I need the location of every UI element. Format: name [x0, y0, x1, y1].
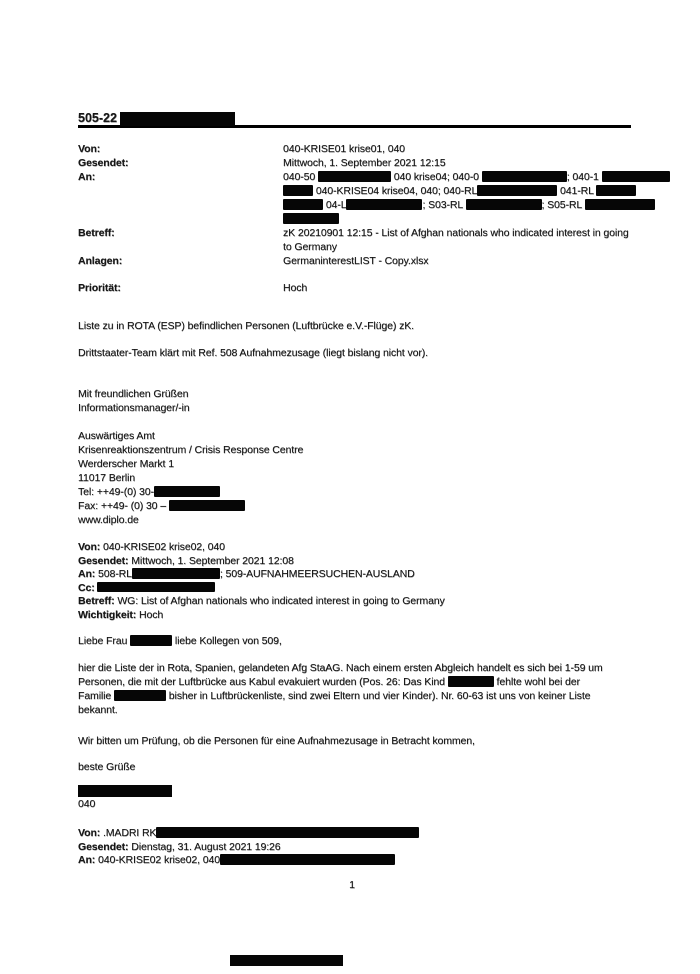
- footer-redaction-bar: [230, 955, 343, 966]
- vertical-spacer: [78, 648, 638, 661]
- header-value-line: [283, 281, 638, 295]
- text-segment: Mittwoch, 1. September 2021 12:15: [283, 157, 446, 169]
- paragraph-line: [78, 443, 638, 457]
- redaction-bar: [585, 199, 655, 210]
- vertical-spacer: [78, 868, 638, 878]
- paragraph-line: [78, 689, 638, 703]
- text-paragraph: [78, 797, 638, 811]
- header-value-line: [283, 212, 638, 226]
- redaction-bar: [283, 185, 313, 196]
- text-segment: GermaninterestLIST - Copy.xlsx: [283, 255, 429, 267]
- paragraph-line: [78, 797, 638, 811]
- paragraph-line: [78, 541, 638, 555]
- redaction-bar: [130, 635, 172, 646]
- redaction-bar: [114, 690, 166, 701]
- signature-redaction-block: [78, 785, 172, 797]
- redaction-bar: [220, 854, 395, 865]
- text-segment: 040-KRISE02 krise02, 040: [100, 541, 225, 553]
- text-segment: 040-50: [283, 171, 318, 183]
- text-segment: WG: List of Afghan nationals who indicated interest in going to Germany: [114, 595, 445, 607]
- text-segment: hier die Liste der in Rota, Spanien, gelandeten Afg StaAG. Nach einem ersten Abgleich handelt es sich bei 1-59 um: [78, 662, 603, 674]
- text-paragraph: [78, 827, 638, 868]
- text-segment: Fax: ++49- (0) 30 –: [78, 500, 169, 512]
- page-number: 1: [349, 878, 355, 891]
- document-ref-number: 505-22: [78, 111, 117, 125]
- vertical-spacer: [78, 811, 638, 827]
- header-field-label: Gesendet:: [78, 157, 129, 169]
- header-field-label: Anlagen:: [78, 255, 123, 267]
- header-spacer: [78, 268, 638, 281]
- text-paragraph: [78, 319, 638, 333]
- paragraph-line: [78, 568, 638, 582]
- vertical-spacer: [78, 717, 638, 734]
- text-paragraph: [78, 346, 638, 360]
- text-segment: 11017 Berlin: [78, 472, 135, 484]
- redaction-bar: [156, 827, 419, 838]
- paragraph-line: [78, 499, 638, 513]
- document-flow: [78, 108, 638, 892]
- paragraph-line: [78, 485, 638, 499]
- text-segment: 508-RL: [95, 568, 132, 580]
- redaction-bar: [283, 213, 339, 224]
- text-segment: Mittwoch, 1. September 2021 12:08: [128, 554, 294, 567]
- text-segment: fehlte wohl bei der: [493, 676, 580, 688]
- vertical-spacer: [78, 527, 638, 541]
- header-field-value: [283, 254, 638, 268]
- text-segment: 04-L: [323, 199, 347, 211]
- text-segment: Mit freundlichen Grüßen: [78, 388, 189, 400]
- redaction-bar: [154, 486, 220, 497]
- text-segment: ; 509-AUFNAHMEERSUCHEN-AUSLAND: [219, 568, 415, 580]
- text-segment: 041-RL: [557, 185, 597, 197]
- text-paragraph: [78, 760, 638, 774]
- text-segment: An:: [78, 568, 96, 580]
- text-segment: bekannt.: [78, 704, 118, 716]
- text-segment: Wir bitten um Prüfung, ob die Personen für eine Aufnahmezusage in Betracht kommen,: [78, 735, 475, 747]
- text-segment: ; 040-1: [566, 171, 602, 183]
- redaction-bar: [477, 185, 557, 196]
- header-field-row: [78, 254, 638, 268]
- redaction-bar: [169, 500, 245, 511]
- text-segment: zK 20210901 12:15 - List of Afghan nationals who indicated interest in going to Germany: [283, 227, 629, 253]
- text-segment: Krisenreaktionszentrum / Crisis Response Centre: [78, 444, 304, 456]
- redaction-bar: [97, 582, 215, 593]
- redaction-bar: [448, 676, 494, 687]
- redaction-bar: [466, 199, 542, 210]
- redaction-bar: [602, 171, 670, 182]
- header-field-value: [283, 170, 638, 226]
- text-segment: Von:: [78, 827, 101, 839]
- paragraph-line: [78, 346, 638, 360]
- ref-redaction-bar: [120, 112, 235, 126]
- paragraph-line: [78, 401, 638, 415]
- text-segment: Gesendet:: [78, 554, 129, 567]
- text-segment: 040-KRISE02 krise02, 040: [95, 854, 220, 866]
- text-segment: 040 krise04; 040-0: [390, 171, 482, 183]
- email-header-fields: [78, 142, 638, 295]
- header-field-row: [78, 281, 638, 295]
- vertical-spacer: [78, 415, 638, 429]
- paragraph-line: [78, 734, 638, 748]
- text-segment: 040: [78, 798, 96, 810]
- text-segment: Hoch: [283, 282, 308, 294]
- text-segment: Auswärtiges Amt: [78, 430, 155, 442]
- paragraph-line: [78, 841, 638, 855]
- vertical-spacer: [78, 748, 638, 760]
- text-segment: ; S03-RL: [422, 199, 466, 211]
- text-segment: 040-KRISE01 krise01, 040: [283, 143, 405, 155]
- header-field-value: [283, 142, 638, 156]
- header-value-line: [283, 198, 638, 212]
- text-paragraph: [78, 661, 638, 717]
- text-paragraph: [78, 429, 638, 527]
- text-segment: An:: [78, 854, 96, 866]
- paragraph-line: [78, 555, 638, 569]
- header-value-line: [283, 156, 638, 170]
- paragraph-line: [78, 471, 638, 485]
- header-field-label: Betreff:: [78, 227, 115, 239]
- header-field-row: [78, 142, 638, 156]
- paragraph-line: [78, 429, 638, 443]
- paragraph-line: [78, 582, 638, 596]
- text-segment: Informationsmanager/-in: [78, 402, 190, 414]
- vertical-spacer: [78, 295, 638, 319]
- text-segment: 040-KRISE04 krise04, 040; 040-RL: [313, 185, 478, 197]
- header-value-line: [283, 226, 638, 254]
- vertical-spacer: [78, 774, 638, 785]
- paragraph-line: [78, 854, 638, 868]
- paragraph-line: [78, 319, 638, 333]
- text-paragraph: [78, 734, 638, 748]
- text-segment: beste Grüße: [78, 761, 136, 773]
- text-segment: ; S05-RL: [541, 199, 585, 211]
- paragraph-line: [78, 387, 638, 401]
- paragraph-line: [78, 595, 638, 609]
- header-value-line: [283, 254, 638, 268]
- paragraph-line: [78, 675, 638, 689]
- redaction-bar: [132, 568, 220, 579]
- text-segment: Werderscher Markt 1: [78, 458, 174, 470]
- text-segment: Dienstag, 31. August 2021 19:26: [128, 840, 281, 853]
- paragraph-line: [78, 760, 638, 774]
- header-field-row: [78, 226, 638, 254]
- paragraph-line: [78, 513, 638, 527]
- text-segment: Betreff:: [78, 595, 115, 607]
- text-paragraph: [78, 634, 638, 648]
- redaction-bar: [596, 185, 636, 196]
- redaction-bar: [482, 171, 567, 182]
- header-field-value: [283, 226, 638, 254]
- vertical-spacer: [78, 622, 638, 634]
- header-field-row: [78, 156, 638, 170]
- text-segment: www.diplo.de: [78, 514, 139, 526]
- paragraph-line: [78, 457, 638, 471]
- redaction-bar: [318, 171, 391, 182]
- text-paragraph: [78, 541, 638, 622]
- document-ref-row: [78, 108, 631, 128]
- text-segment: Cc:: [78, 581, 95, 594]
- header-field-label: Von:: [78, 143, 101, 155]
- header-value-line: [283, 142, 638, 156]
- text-segment: Gesendet:: [78, 840, 129, 853]
- paragraph-line: [78, 634, 638, 648]
- header-field-value: [283, 281, 638, 295]
- text-segment: Liste zu in ROTA (ESP) befindlichen Personen (Luftbrücke e.V.-Flüge) zK.: [78, 320, 414, 332]
- vertical-spacer: [78, 360, 638, 387]
- paragraph-line: [78, 661, 638, 675]
- redaction-bar: [283, 199, 323, 210]
- text-segment: liebe Kollegen von 509,: [172, 635, 282, 647]
- header-field-label: Priorität:: [78, 282, 121, 294]
- text-segment: Familie: [78, 690, 114, 702]
- paragraph-line: [78, 827, 638, 841]
- paragraph-line: [78, 703, 638, 717]
- text-paragraph: [78, 387, 638, 415]
- text-segment: Wichtigkeit:: [78, 608, 137, 621]
- text-segment: Drittstaater-Team klärt mit Ref. 508 Aufnahmezusage (liegt bislang nicht vor).: [78, 347, 428, 359]
- text-segment: Liebe Frau: [78, 635, 131, 647]
- text-segment: Von:: [78, 541, 101, 553]
- text-segment: bisher in Luftbrückenliste, sind zwei Eltern und vier Kinder). Nr. 60-63 ist uns von keiner Liste: [165, 690, 591, 702]
- vertical-spacer: [78, 333, 638, 346]
- redaction-bar: [346, 199, 422, 210]
- header-value-line: [283, 170, 638, 184]
- header-field-row: [78, 170, 638, 226]
- header-value-line: [283, 184, 638, 198]
- paragraph-line: [78, 609, 638, 623]
- text-segment: Hoch: [136, 608, 164, 621]
- header-field-value: [283, 156, 638, 170]
- text-segment: Tel: ++49-(0) 30-: [78, 486, 154, 498]
- header-field-label: An:: [78, 171, 96, 183]
- text-segment: Personen, die mit der Luftbrücke aus Kabul evakuiert wurden (Pos. 26: Das Kind: [78, 676, 448, 688]
- text-segment: .MADRI RK: [100, 827, 157, 839]
